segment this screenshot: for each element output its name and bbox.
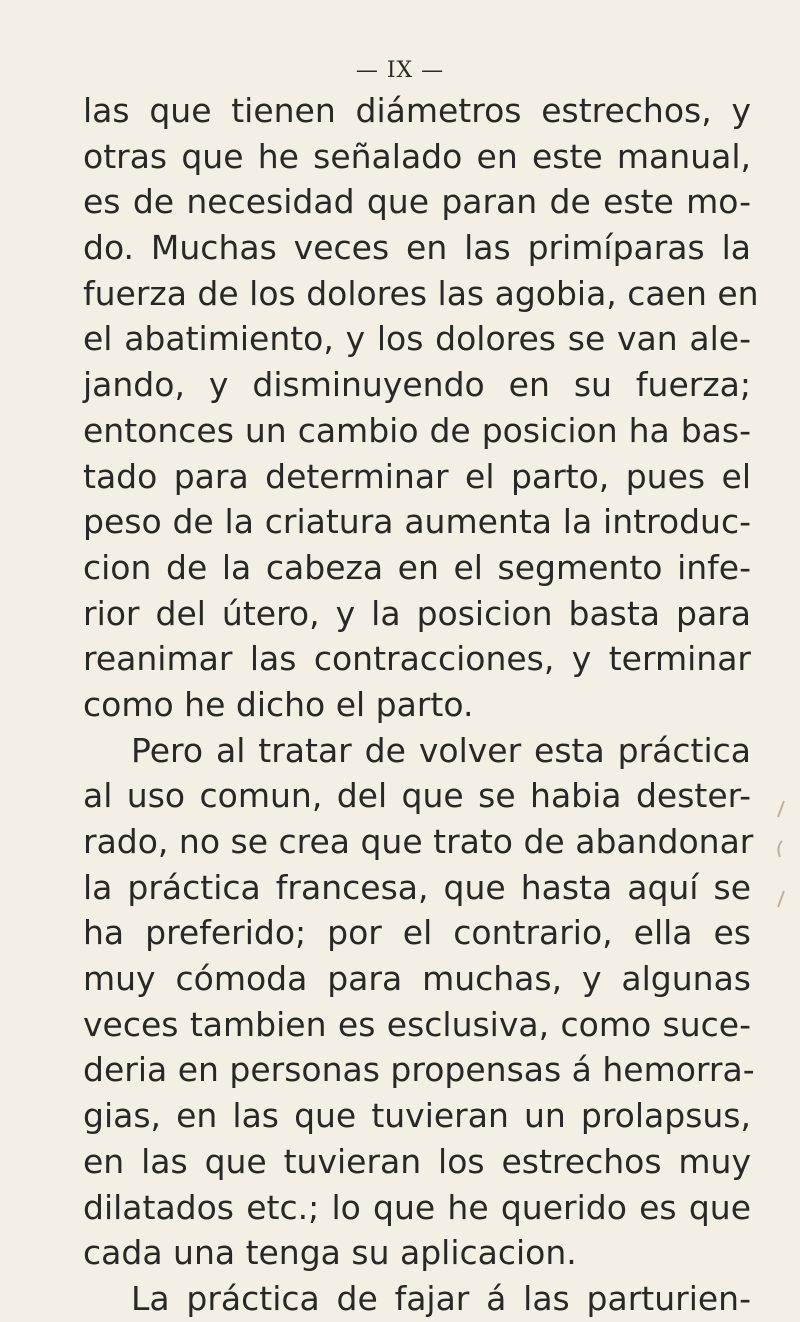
text-line: en las que tuvieran los estrechos muy — [83, 1141, 751, 1181]
text-line: entonces un cambio de posicion ha bas- — [83, 410, 751, 450]
margin-bleed-mark — [770, 795, 794, 945]
text-line: rior del útero, y la posicion basta para — [83, 593, 751, 633]
text-line: el abatimiento, y los dolores se van ale- — [83, 319, 751, 359]
text-line: cion de la cabeza en el segmento infe- — [83, 547, 751, 587]
text-line: al uso comun, del que se habia dester- — [83, 776, 751, 816]
text-line: gias, en las que tuvieran un prolapsus, — [83, 1096, 751, 1136]
text-line: es de necesidad que paran de este mo- — [83, 182, 751, 222]
text-line: como he dicho el parto. — [83, 684, 474, 724]
text-line: cada una tenga su aplicacion. — [83, 1233, 577, 1273]
text-line: jando, y disminuyendo en su fuerza; — [83, 365, 751, 405]
text-line: La práctica de fajar á las parturien- — [131, 1278, 751, 1318]
body-text — [83, 88, 759, 1322]
text-line: reanimar las contracciones, y terminar — [83, 639, 751, 679]
text-line: otras que he señalado en este manual, — [83, 136, 751, 176]
text-line: ha preferido; por el contrario, ella es — [83, 913, 751, 953]
text-line: muy cómoda para muchas, y algunas — [83, 959, 751, 999]
text-line: la práctica francesa, que hasta aquí se — [83, 867, 751, 907]
text-line: Pero al tratar de volver esta práctica — [131, 730, 751, 770]
text-line: tado para determinar el parto, pues el — [83, 456, 751, 496]
text-line: veces tambien es esclusiva, como suce- — [83, 1004, 751, 1044]
text-line: deria en personas propensas á hemorra- — [83, 1050, 755, 1090]
text-line: do. Muchas veces en las primíparas la — [83, 228, 751, 268]
text-line: las que tienen diámetros estrechos, y — [83, 91, 751, 130]
text-line: dilatados etc.; lo que he querido es que — [83, 1187, 751, 1227]
text-line: fuerza de los dolores las agobia, caen en — [83, 273, 759, 313]
page-number: — IX — — [355, 58, 445, 83]
text-line: peso de la criatura aumenta la introduc- — [83, 502, 751, 542]
text-line: rado, no se crea que trato de abandonar — [83, 822, 754, 861]
